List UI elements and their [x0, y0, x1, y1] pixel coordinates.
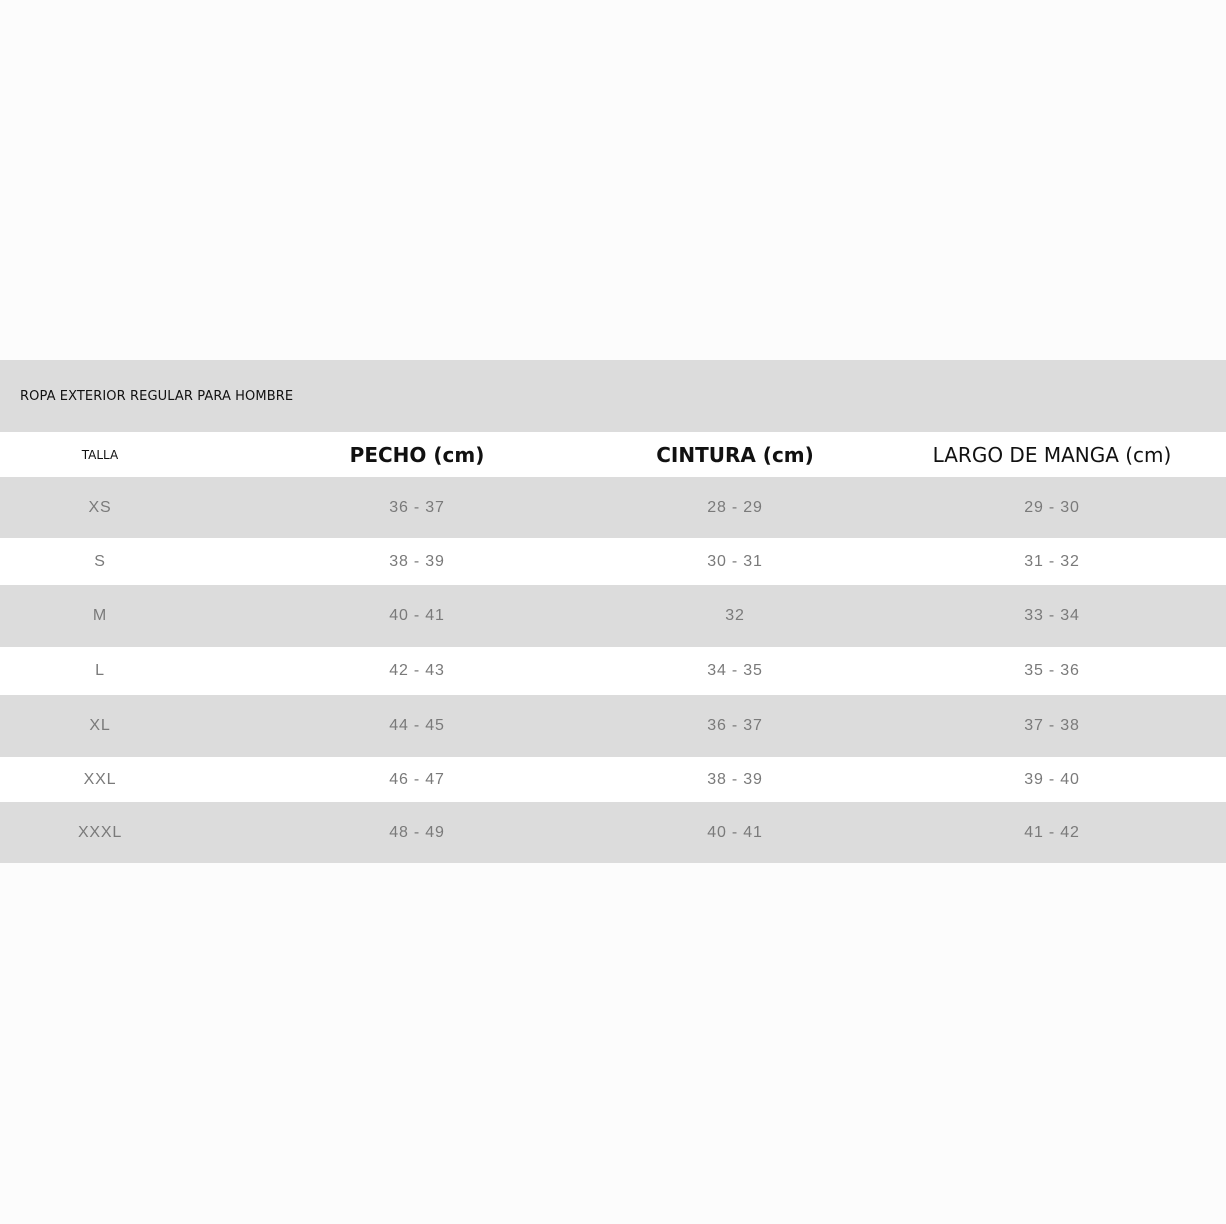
- size-value: L: [95, 662, 105, 679]
- sleeve-value: 31 - 32: [1024, 552, 1080, 570]
- chest-cell: [258, 477, 576, 538]
- chest-cell: [258, 647, 576, 695]
- chest-value: 46 - 47: [389, 770, 445, 788]
- size-value: XL: [89, 717, 111, 734]
- header-size-label: TALLA: [81, 447, 119, 462]
- size-cell: [0, 538, 200, 585]
- waist-value: 34 - 35: [707, 662, 763, 679]
- chest-cell: [258, 538, 576, 585]
- chest-value: 42 - 43: [389, 662, 445, 679]
- waist-cell: [576, 538, 894, 585]
- chest-value: 48 - 49: [389, 823, 445, 841]
- chest-cell: [258, 757, 576, 802]
- chest-value: 36 - 37: [389, 498, 445, 516]
- sleeve-cell: [894, 538, 1210, 585]
- table-header-row: [0, 432, 1226, 477]
- sleeve-cell: [894, 757, 1210, 802]
- table-row: [0, 477, 1226, 538]
- table-row: [0, 802, 1226, 863]
- size-value: XS: [88, 498, 112, 516]
- header-cell-waist: [576, 432, 894, 477]
- chest-value: 44 - 45: [389, 717, 445, 734]
- size-cell: [0, 802, 200, 863]
- chest-value: 40 - 41: [389, 607, 445, 624]
- waist-value: 30 - 31: [707, 552, 763, 570]
- size-value: M: [92, 607, 108, 624]
- size-value: XXL: [83, 770, 117, 788]
- chest-value: 38 - 39: [389, 552, 445, 570]
- sleeve-value: 35 - 36: [1024, 662, 1080, 679]
- waist-value: 32: [725, 607, 745, 624]
- table-row: [0, 757, 1226, 802]
- size-value: XXXL: [77, 823, 123, 841]
- size-cell: [0, 757, 200, 802]
- sleeve-cell: [894, 802, 1210, 863]
- header-cell-size: [0, 432, 200, 477]
- waist-value: 28 - 29: [707, 498, 763, 516]
- table-title: ROPA EXTERIOR REGULAR PARA HOMBRE: [0, 360, 1226, 432]
- waist-value: 36 - 37: [707, 717, 763, 734]
- header-cell-chest: [258, 432, 576, 477]
- header-sleeve-label: LARGO DE MANGA (cm): [932, 442, 1172, 467]
- waist-cell: [576, 647, 894, 695]
- table-row: [0, 585, 1226, 647]
- size-cell: [0, 695, 200, 757]
- sleeve-cell: [894, 695, 1210, 757]
- table-row: [0, 695, 1226, 757]
- waist-value: 38 - 39: [707, 770, 763, 788]
- waist-cell: [576, 585, 894, 647]
- sleeve-cell: [894, 585, 1210, 647]
- header-waist-label: CINTURA (cm): [656, 442, 814, 467]
- sleeve-cell: [894, 477, 1210, 538]
- waist-cell: [576, 757, 894, 802]
- waist-value: 40 - 41: [707, 823, 763, 841]
- sleeve-cell: [894, 647, 1210, 695]
- chest-cell: [258, 585, 576, 647]
- waist-cell: [576, 695, 894, 757]
- table-row: [0, 538, 1226, 585]
- sleeve-value: 41 - 42: [1024, 823, 1080, 841]
- waist-cell: [576, 477, 894, 538]
- sleeve-value: 37 - 38: [1024, 717, 1080, 734]
- size-value: S: [94, 552, 106, 570]
- size-cell: [0, 585, 200, 647]
- size-cell: [0, 477, 200, 538]
- chest-cell: [258, 802, 576, 863]
- table-row: [0, 647, 1226, 695]
- sleeve-value: 29 - 30: [1024, 498, 1080, 516]
- header-cell-sleeve: [894, 432, 1210, 477]
- header-chest-label: PECHO (cm): [349, 442, 485, 467]
- waist-cell: [576, 802, 894, 863]
- sleeve-value: 33 - 34: [1024, 607, 1080, 624]
- chest-cell: [258, 695, 576, 757]
- size-cell: [0, 647, 200, 695]
- sleeve-value: 39 - 40: [1024, 770, 1080, 788]
- size-chart-table: [0, 360, 1226, 863]
